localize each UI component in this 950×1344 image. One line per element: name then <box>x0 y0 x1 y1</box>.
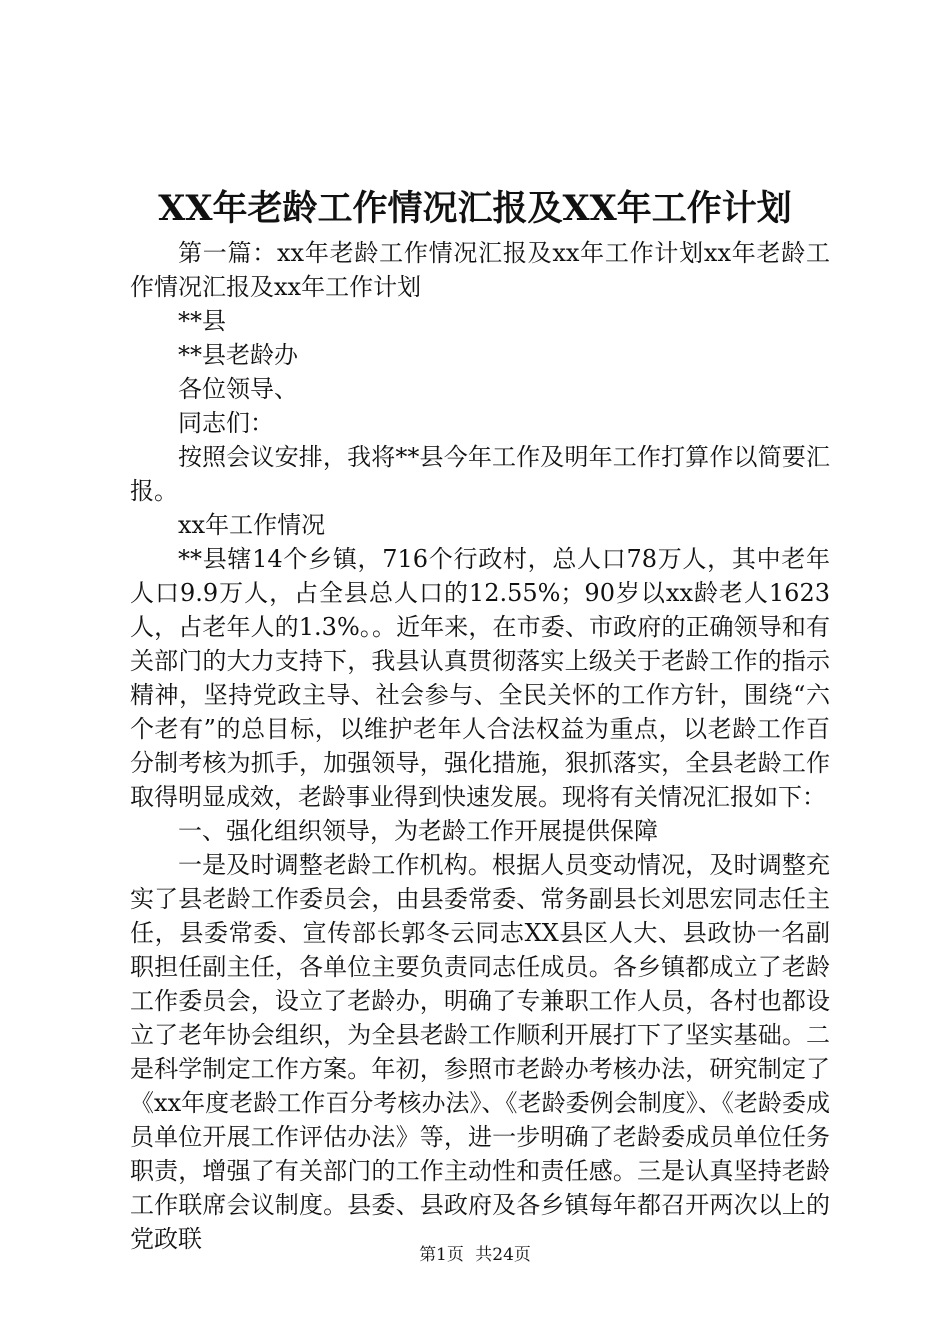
paragraph-aging-office: **县老龄办 <box>178 341 298 369</box>
page-number: 第1页 <box>419 1245 464 1265</box>
paragraph-salutation-leaders: 各位领导、 <box>178 375 298 403</box>
paragraph-salutation-comrades: 同志们： <box>178 409 274 437</box>
paragraph-overview: **县辖14个乡镇，716个行政村，总人口78万人，其中老年人口9.9万人，占全县总人口的12.55%；90岁以xx龄老人1623人，占老年人的1.3%。。近年来，在市委、市政府的正确领导和有关部门的大力支持下，我县认真贯彻落实上级关于老龄工作的指示精神，坚持党政主导、社会参与、全民关怀的工作方针，围绕“六个老有”的总目标，以维护老年人合法权益为重点，以老龄工作百分制考核为抓手，加强领导，强化措施，狠抓落实，全县老龄工作取得明显成效，老龄事业得到快速发展。现将有关情况汇报如下： <box>130 545 830 811</box>
paragraph-section-heading: xx年工作情况 <box>178 511 326 539</box>
page-total: 共24页 <box>475 1245 531 1265</box>
document-title: XX年老龄工作情况汇报及XX年工作计划 <box>158 188 792 229</box>
paragraph-county: **县 <box>178 307 226 335</box>
paragraph-intro: 按照会议安排，我将**县今年工作及明年工作打算作以简要汇报。 <box>130 443 830 505</box>
page-footer <box>0 1243 950 1267</box>
paragraph-first-article: 第一篇：xx年老龄工作情况汇报及xx年工作计划xx年老龄工作情况汇报及xx年工作计划 <box>130 239 830 301</box>
document-body <box>130 236 830 1256</box>
paragraph-subheading-organization: 一、强化组织领导，为老龄工作开展提供保障 <box>178 817 658 845</box>
paragraph-organization-details: 一是及时调整老龄工作机构。根据人员变动情况，及时调整充实了县老龄工作委员会，由县委常委、常务副县长刘思宏同志任主任，县委常委、宣传部长郭冬云同志XX县区人大、县政协一名副职担任副主任，各单位主要负责同志任成员。各乡镇都成立了老龄工作委员会，设立了老龄办，明确了专兼职工作人员，各村也都设立了老年协会组织，为全县老龄工作顺利开展打下了坚实基础。二是科学制定工作方案。年初，参照市老龄办考核办法，研究制定了《xx年度老龄工作百分考核办法》、《老龄委例会制度》、《老龄委成员单位开展工作评估办法》等，进一步明确了老龄委成员单位任务职责，增强了有关部门的工作主动性和责任感。三是认真坚持老龄工作联席会议制度。县委、县政府及各乡镇每年都召开两次以上的党政联 <box>130 851 830 1253</box>
